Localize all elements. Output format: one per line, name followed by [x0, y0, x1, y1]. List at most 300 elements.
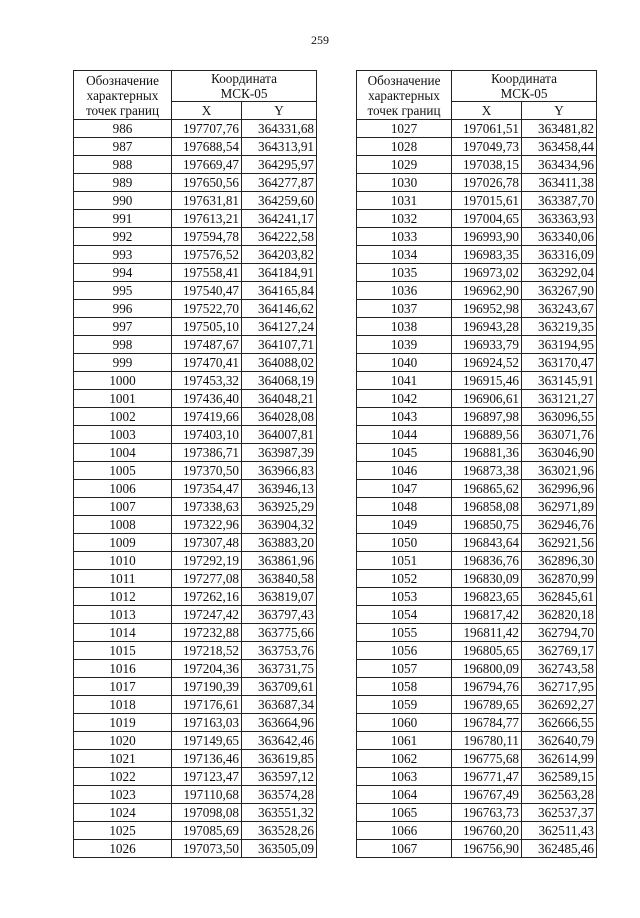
y-value-cell: 364259,60: [242, 192, 317, 210]
x-value-cell: 197218,52: [172, 642, 242, 660]
coordinates-table-right: [356, 70, 597, 858]
y-value-cell: 364068,19: [242, 372, 317, 390]
table-row: [74, 840, 317, 858]
y-value-cell: 363387,70: [522, 192, 597, 210]
point-id-cell: 1016: [74, 660, 172, 678]
x-value-cell: 196811,42: [452, 624, 522, 642]
point-id-cell: 997: [74, 318, 172, 336]
x-value-cell: 196993,90: [452, 228, 522, 246]
point-id-cell: 1013: [74, 606, 172, 624]
table-row: [357, 642, 597, 660]
x-value-cell: 197322,96: [172, 516, 242, 534]
table-row: [357, 264, 597, 282]
x-value-cell: 197594,78: [172, 228, 242, 246]
table-row: [74, 696, 317, 714]
y-value-cell: 363904,32: [242, 516, 317, 534]
x-value-cell: 197631,81: [172, 192, 242, 210]
table-row: [74, 804, 317, 822]
y-value-cell: 363775,66: [242, 624, 317, 642]
point-id-cell: 1058: [357, 678, 452, 696]
y-value-cell: 363731,75: [242, 660, 317, 678]
table-row: [357, 462, 597, 480]
x-value-cell: 197540,47: [172, 282, 242, 300]
y-value-cell: 363292,04: [522, 264, 597, 282]
x-value-cell: 197110,68: [172, 786, 242, 804]
x-value-cell: 196784,77: [452, 714, 522, 732]
point-id-cell: 1057: [357, 660, 452, 678]
x-header: X: [452, 102, 522, 120]
x-value-cell: 197650,56: [172, 174, 242, 192]
point-id-cell: 998: [74, 336, 172, 354]
x-value-cell: 196933,79: [452, 336, 522, 354]
y-value-cell: 364277,87: [242, 174, 317, 192]
x-value-cell: 197669,47: [172, 156, 242, 174]
y-value-cell: 363642,46: [242, 732, 317, 750]
table-row: [357, 696, 597, 714]
y-value-cell: 363194,95: [522, 336, 597, 354]
point-id-cell: 1000: [74, 372, 172, 390]
x-value-cell: 197370,50: [172, 462, 242, 480]
y-value-cell: 363753,76: [242, 642, 317, 660]
point-id-cell: 1064: [357, 786, 452, 804]
x-value-cell: 196881,36: [452, 444, 522, 462]
table-row: [357, 768, 597, 786]
point-id-cell: 1033: [357, 228, 452, 246]
table-row: [74, 354, 317, 372]
point-id-cell: 1029: [357, 156, 452, 174]
table-row: [357, 138, 597, 156]
point-id-cell: 1062: [357, 750, 452, 768]
point-id-cell: 1023: [74, 786, 172, 804]
point-id-cell: 986: [74, 120, 172, 138]
x-value-cell: 197386,71: [172, 444, 242, 462]
table-row: [74, 552, 317, 570]
x-value-cell: 196823,65: [452, 588, 522, 606]
table-row: [357, 624, 597, 642]
table-row: [357, 606, 597, 624]
coordinate-header: Координата МСК-05: [452, 71, 597, 102]
table-row: [74, 390, 317, 408]
x-value-cell: 197204,36: [172, 660, 242, 678]
y-value-cell: 362485,46: [522, 840, 597, 858]
point-id-cell: 1044: [357, 426, 452, 444]
x-value-cell: 196767,49: [452, 786, 522, 804]
y-value-cell: 363316,09: [522, 246, 597, 264]
y-value-cell: 364146,62: [242, 300, 317, 318]
y-value-cell: 364203,82: [242, 246, 317, 264]
table-row: [74, 516, 317, 534]
table-row: [74, 138, 317, 156]
x-value-cell: 197277,08: [172, 570, 242, 588]
point-id-cell: 1014: [74, 624, 172, 642]
point-id-cell: 987: [74, 138, 172, 156]
x-value-cell: 196800,09: [452, 660, 522, 678]
point-id-cell: 1001: [74, 390, 172, 408]
point-id-cell: 1051: [357, 552, 452, 570]
y-value-cell: 363121,27: [522, 390, 597, 408]
x-value-cell: 197136,46: [172, 750, 242, 768]
x-value-cell: 196771,47: [452, 768, 522, 786]
y-value-cell: 364088,02: [242, 354, 317, 372]
point-id-cell: 1038: [357, 318, 452, 336]
y-value-cell: 363709,61: [242, 678, 317, 696]
table-row: [357, 732, 597, 750]
x-value-cell: 197004,65: [452, 210, 522, 228]
x-value-cell: 197149,65: [172, 732, 242, 750]
y-value-cell: 363528,26: [242, 822, 317, 840]
table-row: [357, 750, 597, 768]
table-row: [74, 642, 317, 660]
table-row: [357, 300, 597, 318]
x-value-cell: 196763,73: [452, 804, 522, 822]
point-id-cell: 1004: [74, 444, 172, 462]
point-id-cell: 1053: [357, 588, 452, 606]
point-id-cell: 1031: [357, 192, 452, 210]
y-value-cell: 363434,96: [522, 156, 597, 174]
y-value-cell: 363551,32: [242, 804, 317, 822]
table-row: [74, 120, 317, 138]
x-value-cell: 196952,98: [452, 300, 522, 318]
point-id-cell: 1027: [357, 120, 452, 138]
y-value-cell: 363505,09: [242, 840, 317, 858]
table-row: [357, 210, 597, 228]
table-row: [357, 588, 597, 606]
y-value-cell: 364295,97: [242, 156, 317, 174]
y-value-cell: 362845,61: [522, 588, 597, 606]
point-id-cell: 1010: [74, 552, 172, 570]
y-value-cell: 363946,13: [242, 480, 317, 498]
table-row: [357, 480, 597, 498]
point-id-cell: 1008: [74, 516, 172, 534]
point-id-cell: 1024: [74, 804, 172, 822]
y-value-cell: 363340,06: [522, 228, 597, 246]
x-value-cell: 197688,54: [172, 138, 242, 156]
table-row: [74, 534, 317, 552]
x-value-cell: 196889,56: [452, 426, 522, 444]
y-value-cell: 362614,99: [522, 750, 597, 768]
y-value-cell: 364165,84: [242, 282, 317, 300]
point-id-cell: 1007: [74, 498, 172, 516]
x-header: X: [172, 102, 242, 120]
x-value-cell: 196983,35: [452, 246, 522, 264]
x-value-cell: 196843,64: [452, 534, 522, 552]
y-value-cell: 363883,20: [242, 534, 317, 552]
x-value-cell: 197338,63: [172, 498, 242, 516]
x-value-cell: 197163,03: [172, 714, 242, 732]
table-row: [74, 282, 317, 300]
x-value-cell: 196789,65: [452, 696, 522, 714]
table-row: [357, 228, 597, 246]
x-value-cell: 197576,52: [172, 246, 242, 264]
y-value-cell: 362511,43: [522, 822, 597, 840]
table-row: [357, 372, 597, 390]
x-value-cell: 197262,16: [172, 588, 242, 606]
y-value-cell: 363481,82: [522, 120, 597, 138]
table-row: [74, 624, 317, 642]
x-value-cell: 197436,40: [172, 390, 242, 408]
point-id-cell: 1019: [74, 714, 172, 732]
x-value-cell: 197247,42: [172, 606, 242, 624]
point-id-cell: 1048: [357, 498, 452, 516]
y-value-cell: 363145,91: [522, 372, 597, 390]
table-row: [357, 318, 597, 336]
point-id-cell: 1067: [357, 840, 452, 858]
point-id-cell: 995: [74, 282, 172, 300]
table-row: [74, 498, 317, 516]
y-header: Y: [522, 102, 597, 120]
x-value-cell: 196756,90: [452, 840, 522, 858]
point-id-cell: 1060: [357, 714, 452, 732]
x-value-cell: 197098,08: [172, 804, 242, 822]
table-row: [74, 606, 317, 624]
y-value-cell: 362769,17: [522, 642, 597, 660]
point-label-header: Обозначение характерных точек границ: [74, 71, 172, 120]
y-value-cell: 363458,44: [522, 138, 597, 156]
table-row: [357, 552, 597, 570]
x-value-cell: 197487,67: [172, 336, 242, 354]
y-value-cell: 364048,21: [242, 390, 317, 408]
y-value-cell: 362640,79: [522, 732, 597, 750]
table-row: [74, 300, 317, 318]
y-value-cell: 363966,83: [242, 462, 317, 480]
y-value-cell: 363619,85: [242, 750, 317, 768]
x-value-cell: 196943,28: [452, 318, 522, 336]
table-row: [74, 660, 317, 678]
y-value-cell: 362996,96: [522, 480, 597, 498]
point-id-cell: 1002: [74, 408, 172, 426]
x-value-cell: 197613,21: [172, 210, 242, 228]
table-row: [74, 678, 317, 696]
y-value-cell: 364028,08: [242, 408, 317, 426]
x-value-cell: 197505,10: [172, 318, 242, 336]
x-value-cell: 197403,10: [172, 426, 242, 444]
y-value-cell: 364007,81: [242, 426, 317, 444]
point-id-cell: 996: [74, 300, 172, 318]
point-id-cell: 1017: [74, 678, 172, 696]
y-value-cell: 363819,07: [242, 588, 317, 606]
y-value-cell: 362692,27: [522, 696, 597, 714]
table-row: [74, 588, 317, 606]
point-id-cell: 1055: [357, 624, 452, 642]
point-id-cell: 1061: [357, 732, 452, 750]
point-id-cell: 1047: [357, 480, 452, 498]
table-row: [74, 408, 317, 426]
point-id-cell: 1050: [357, 534, 452, 552]
table-row: [74, 426, 317, 444]
table-row: [357, 408, 597, 426]
table-row: [74, 786, 317, 804]
table-row: [357, 426, 597, 444]
x-value-cell: 197073,50: [172, 840, 242, 858]
table-row: [357, 192, 597, 210]
point-id-cell: 1059: [357, 696, 452, 714]
table-row: [357, 390, 597, 408]
y-value-cell: 363987,39: [242, 444, 317, 462]
x-value-cell: 197419,66: [172, 408, 242, 426]
point-id-cell: 1040: [357, 354, 452, 372]
y-header: Y: [242, 102, 317, 120]
x-value-cell: 196780,11: [452, 732, 522, 750]
table-row: [357, 660, 597, 678]
y-value-cell: 364107,71: [242, 336, 317, 354]
point-id-cell: 993: [74, 246, 172, 264]
y-value-cell: 363925,29: [242, 498, 317, 516]
table-row: [74, 156, 317, 174]
y-value-cell: 364222,58: [242, 228, 317, 246]
point-id-cell: 1020: [74, 732, 172, 750]
table-row: [74, 174, 317, 192]
y-value-cell: 362743,58: [522, 660, 597, 678]
point-id-cell: 1025: [74, 822, 172, 840]
table-row: [357, 282, 597, 300]
point-id-cell: 988: [74, 156, 172, 174]
x-value-cell: 197354,47: [172, 480, 242, 498]
x-value-cell: 197026,78: [452, 174, 522, 192]
y-value-cell: 362589,15: [522, 768, 597, 786]
table-row: [74, 210, 317, 228]
table-row: [357, 534, 597, 552]
table-row: [357, 516, 597, 534]
table-row: [74, 768, 317, 786]
x-value-cell: 196873,38: [452, 462, 522, 480]
x-value-cell: 196850,75: [452, 516, 522, 534]
point-id-cell: 991: [74, 210, 172, 228]
table-row: [357, 246, 597, 264]
x-value-cell: 196897,98: [452, 408, 522, 426]
y-value-cell: 362971,89: [522, 498, 597, 516]
table-row: [74, 822, 317, 840]
table-row: [357, 354, 597, 372]
x-value-cell: 196858,08: [452, 498, 522, 516]
y-value-cell: 363664,96: [242, 714, 317, 732]
y-value-cell: 362563,28: [522, 786, 597, 804]
point-id-cell: 1022: [74, 768, 172, 786]
point-id-cell: 1035: [357, 264, 452, 282]
x-value-cell: 196973,02: [452, 264, 522, 282]
y-value-cell: 363046,90: [522, 444, 597, 462]
point-id-cell: 1034: [357, 246, 452, 264]
table-row: [74, 372, 317, 390]
point-id-cell: 1003: [74, 426, 172, 444]
point-id-cell: 1028: [357, 138, 452, 156]
table-row: [74, 264, 317, 282]
y-value-cell: 363797,43: [242, 606, 317, 624]
y-value-cell: 363096,55: [522, 408, 597, 426]
x-value-cell: 196906,61: [452, 390, 522, 408]
x-value-cell: 196836,76: [452, 552, 522, 570]
y-value-cell: 363219,35: [522, 318, 597, 336]
x-value-cell: 197558,41: [172, 264, 242, 282]
x-value-cell: 196775,68: [452, 750, 522, 768]
table-row: [74, 570, 317, 588]
point-id-cell: 1045: [357, 444, 452, 462]
x-value-cell: 196962,90: [452, 282, 522, 300]
y-value-cell: 364184,91: [242, 264, 317, 282]
x-value-cell: 197190,39: [172, 678, 242, 696]
y-value-cell: 362870,99: [522, 570, 597, 588]
point-id-cell: 1032: [357, 210, 452, 228]
x-value-cell: 197123,47: [172, 768, 242, 786]
y-value-cell: 364331,68: [242, 120, 317, 138]
y-value-cell: 363363,93: [522, 210, 597, 228]
table-row: [357, 714, 597, 732]
point-id-cell: 1052: [357, 570, 452, 588]
x-value-cell: 196805,65: [452, 642, 522, 660]
y-value-cell: 363411,38: [522, 174, 597, 192]
x-value-cell: 197522,70: [172, 300, 242, 318]
table-row: [357, 822, 597, 840]
y-value-cell: 363267,90: [522, 282, 597, 300]
point-id-cell: 1026: [74, 840, 172, 858]
x-value-cell: 196924,52: [452, 354, 522, 372]
table-row: [74, 480, 317, 498]
x-value-cell: 196760,20: [452, 822, 522, 840]
point-label-header: Обозначение характерных точек границ: [357, 71, 452, 120]
point-id-cell: 1065: [357, 804, 452, 822]
x-value-cell: 196865,62: [452, 480, 522, 498]
x-value-cell: 197061,51: [452, 120, 522, 138]
y-value-cell: 363170,47: [522, 354, 597, 372]
table-row: [74, 750, 317, 768]
table-row: [357, 786, 597, 804]
table-row: [357, 804, 597, 822]
table-row: [357, 156, 597, 174]
point-id-cell: 1049: [357, 516, 452, 534]
y-value-cell: 362717,95: [522, 678, 597, 696]
point-id-cell: 1043: [357, 408, 452, 426]
point-id-cell: 1056: [357, 642, 452, 660]
point-id-cell: 1042: [357, 390, 452, 408]
x-value-cell: 197292,19: [172, 552, 242, 570]
y-value-cell: 362946,76: [522, 516, 597, 534]
y-value-cell: 362537,37: [522, 804, 597, 822]
table-row: [74, 714, 317, 732]
point-id-cell: 1046: [357, 462, 452, 480]
x-value-cell: 197470,41: [172, 354, 242, 372]
table-row: [74, 462, 317, 480]
point-id-cell: 1009: [74, 534, 172, 552]
table-row: [357, 498, 597, 516]
y-value-cell: 363861,96: [242, 552, 317, 570]
table-row: [357, 174, 597, 192]
x-value-cell: 196817,42: [452, 606, 522, 624]
x-value-cell: 197049,73: [452, 138, 522, 156]
point-id-cell: 999: [74, 354, 172, 372]
y-value-cell: 363597,12: [242, 768, 317, 786]
y-value-cell: 362666,55: [522, 714, 597, 732]
point-id-cell: 1041: [357, 372, 452, 390]
point-id-cell: 992: [74, 228, 172, 246]
point-id-cell: 1018: [74, 696, 172, 714]
point-id-cell: 994: [74, 264, 172, 282]
table-row: [74, 732, 317, 750]
point-id-cell: 1066: [357, 822, 452, 840]
point-id-cell: 1036: [357, 282, 452, 300]
x-value-cell: 197307,48: [172, 534, 242, 552]
table-row: [357, 840, 597, 858]
x-value-cell: 197707,76: [172, 120, 242, 138]
point-id-cell: 1005: [74, 462, 172, 480]
y-value-cell: 363243,67: [522, 300, 597, 318]
point-id-cell: 1063: [357, 768, 452, 786]
point-id-cell: 1054: [357, 606, 452, 624]
point-id-cell: 1039: [357, 336, 452, 354]
table-row: [74, 336, 317, 354]
y-value-cell: 362921,56: [522, 534, 597, 552]
y-value-cell: 363574,28: [242, 786, 317, 804]
point-id-cell: 1021: [74, 750, 172, 768]
y-value-cell: 363840,58: [242, 570, 317, 588]
